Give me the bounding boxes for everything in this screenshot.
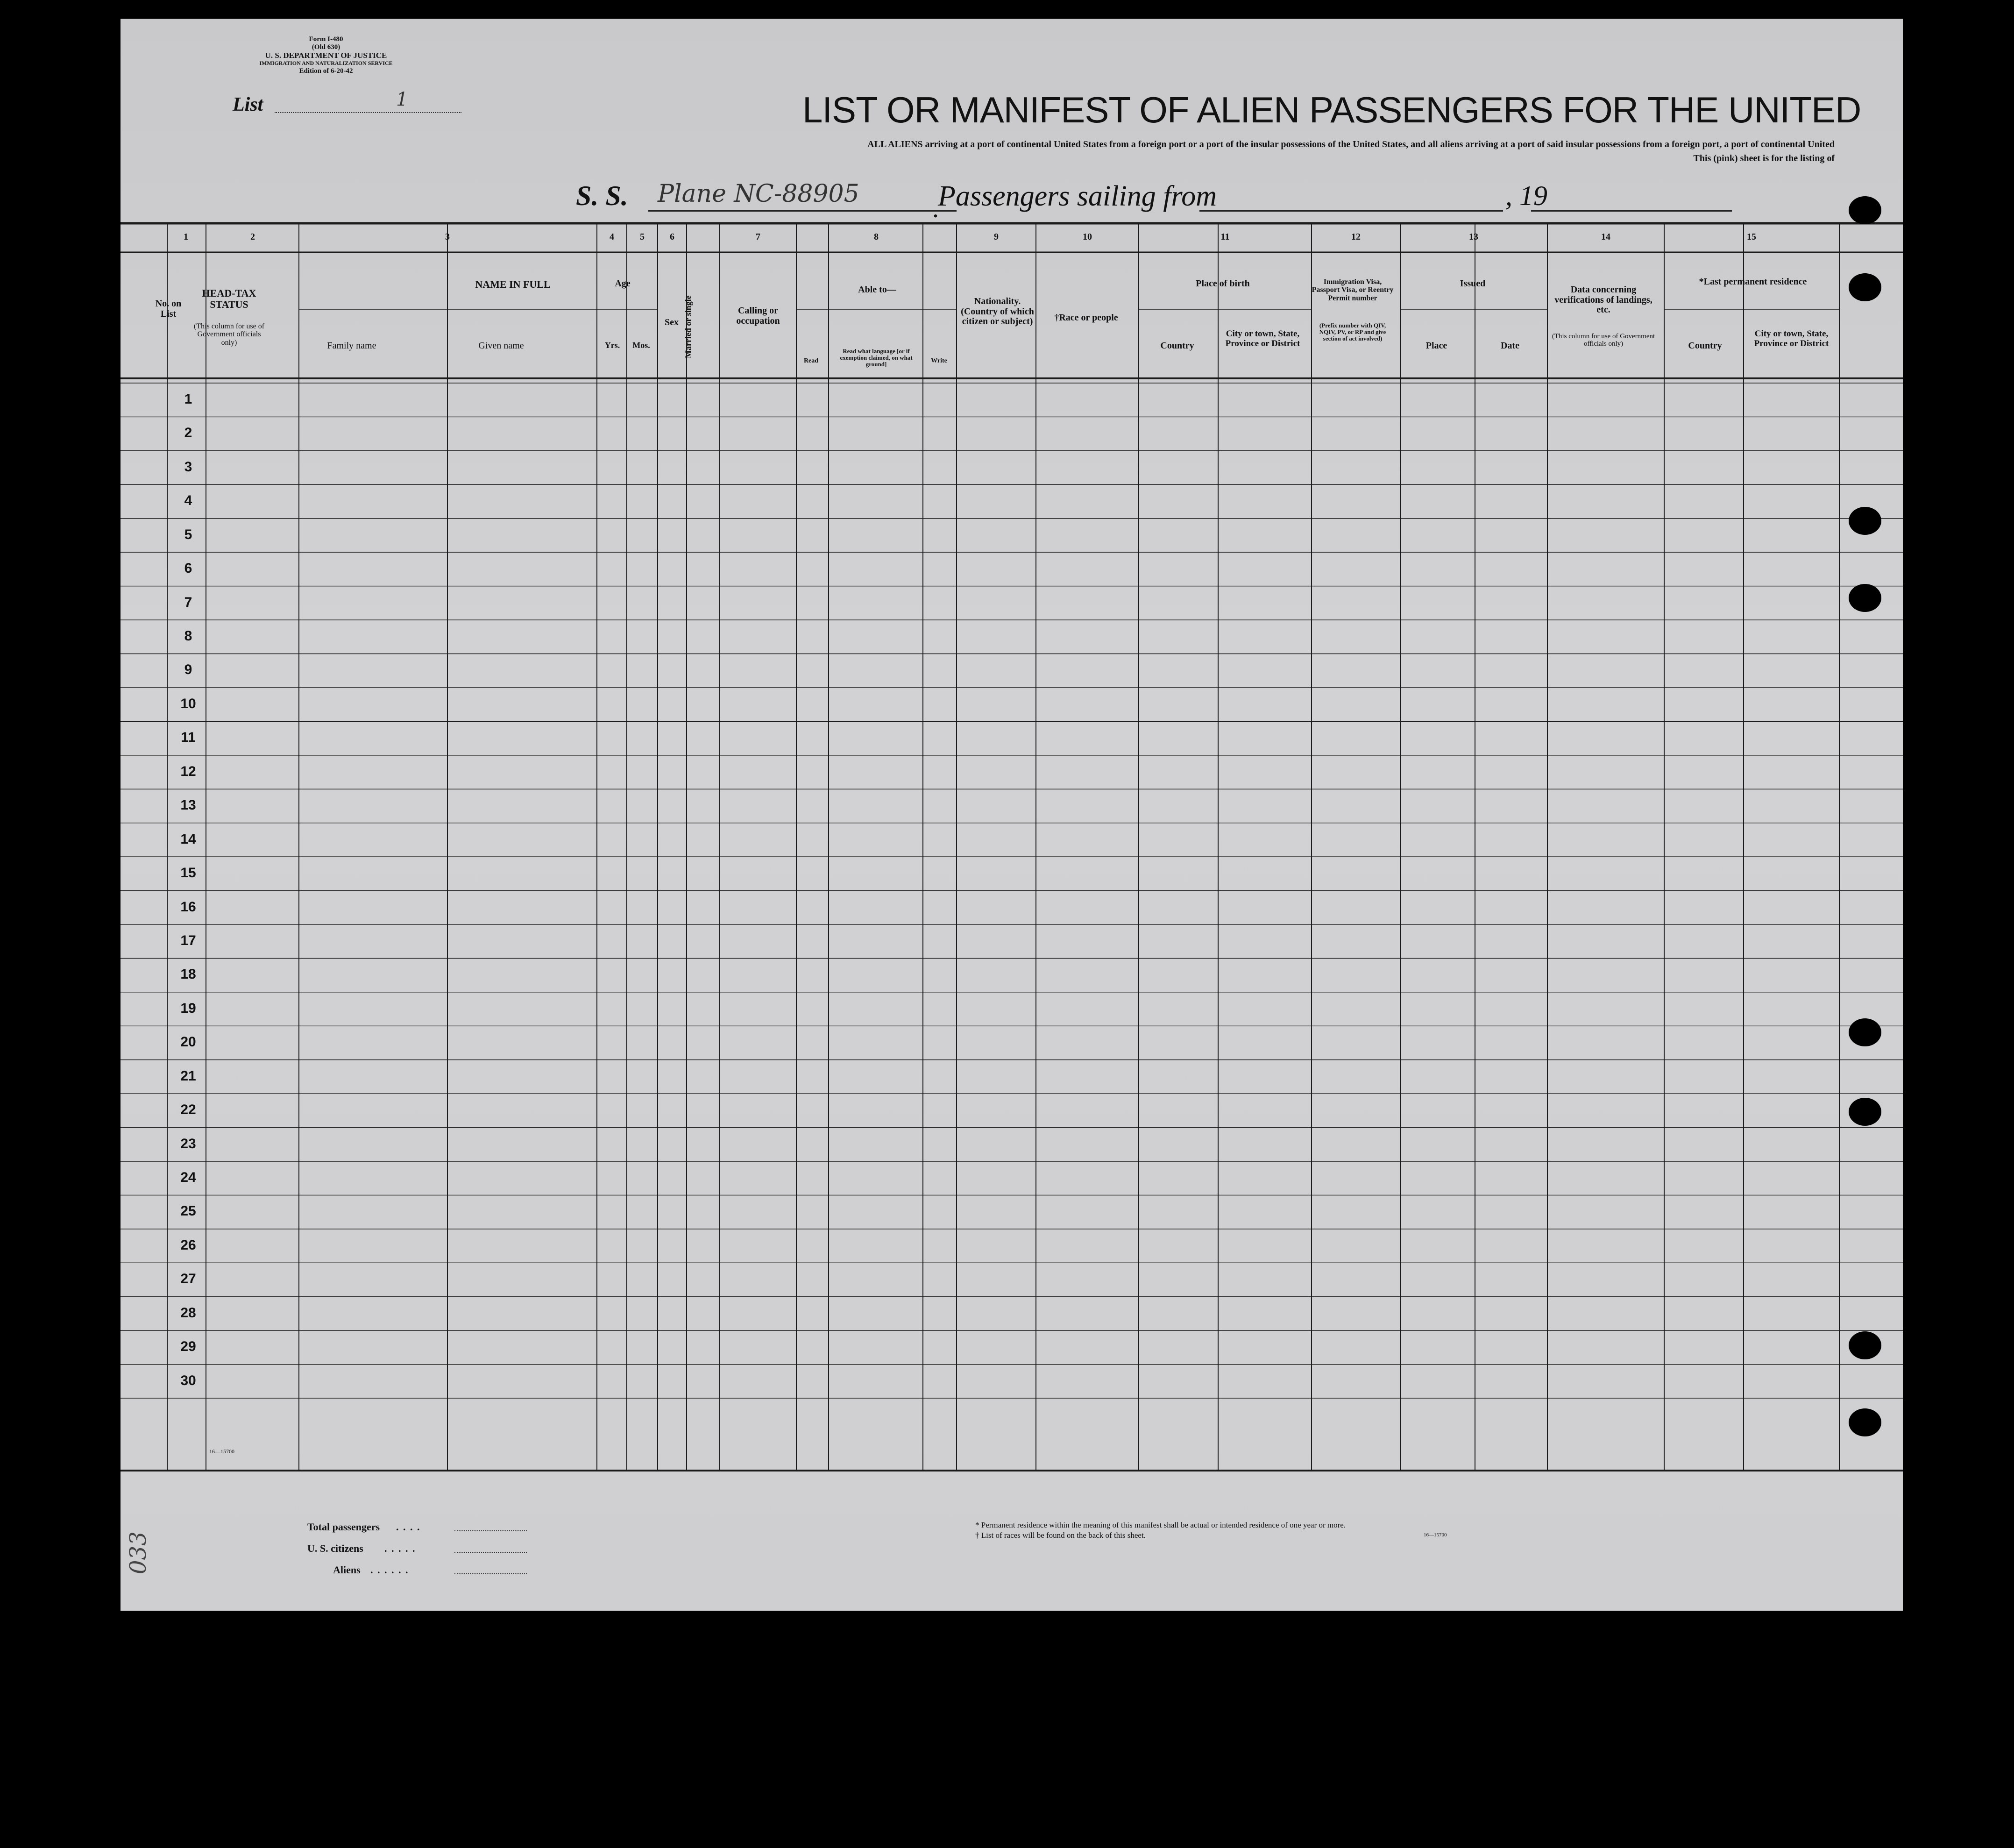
header-visa: Immigration Visa, Passport Visa, or Reentry Permit number [1312,278,1394,302]
header-nationality: Nationality. (Country of which citizen or subject) [961,296,1034,327]
header-age: Age [615,278,631,289]
header-given-name: Given name [478,341,524,351]
row-number-26: 26 [180,1237,196,1253]
row-number-23: 23 [180,1136,196,1151]
column-number-2: 2 [250,232,255,242]
row-number-8: 8 [184,628,192,644]
row-number-15: 15 [180,865,196,881]
total-passengers-label: Total passengers [307,1521,380,1533]
row-number-12: 12 [180,763,196,779]
row-number-10: 10 [180,696,196,711]
manifest-subtitle-2: This (pink) sheet is for the listing of [1693,153,1835,163]
ss-label: S. S. [576,180,628,211]
row-number-30: 30 [180,1372,196,1388]
list-number-value: 1 [396,89,408,110]
header-head-tax: HEAD-TAX STATUS [202,287,256,310]
edition-date: Edition of 6-20-42 [299,67,353,75]
row-number-16: 16 [180,899,196,915]
row-number-9: 9 [184,662,192,678]
punch-hole [1849,1331,1881,1359]
row-number-24: 24 [180,1170,196,1186]
punch-hole [1849,1098,1881,1126]
column-number-12: 12 [1351,232,1361,242]
print-code-right: 16—15700 [1424,1532,1447,1538]
row-number-5: 5 [184,526,192,542]
header-race: †Race or people [1054,313,1118,323]
margin-number: 033 [125,1531,151,1574]
punch-hole [1849,1408,1881,1436]
header-write: Write [931,357,947,364]
punch-hole [1849,196,1881,224]
column-number-7: 7 [756,232,760,242]
row-number-2: 2 [184,425,192,441]
header-last-residence: *Last permanent residence [1699,277,1807,287]
column-number-8: 8 [874,232,879,242]
header-no-on-list: No. on List [155,299,182,319]
list-label: List [233,94,263,115]
column-number-6: 6 [670,232,674,242]
footnote-race-list: † List of races will be found on the back of this sheet. [975,1531,1146,1540]
row-number-18: 18 [180,967,196,982]
row-number-19: 19 [180,1000,196,1016]
form-old-number: (Old 630) [312,43,340,51]
punch-hole [1849,1018,1881,1046]
header-date: Date [1501,341,1519,351]
column-number-11: 11 [1220,232,1230,242]
header-place-of-birth: Place of birth [1196,278,1250,289]
total-passengers-dots: . . . . [396,1521,421,1533]
column-number-5: 5 [640,232,645,242]
punch-hole [1849,584,1881,612]
header-visa-note: (Prefix number with QIV, NQIV, PV, or RP and give section of act involved) [1319,322,1386,342]
us-citizens-line [454,1552,527,1553]
header-family-name: Family name [327,341,376,351]
footnote-permanent-residence: * Permanent residence within the meaning of this manifest shall be actual or intended residence of one year or more. [975,1521,1346,1529]
row-number-11: 11 [181,730,196,746]
header-country: Country [1160,341,1194,351]
punch-hole [1849,507,1881,535]
header-city: City or town, State, Province or District [1225,329,1300,348]
service-name: IMMIGRATION AND NATURALIZATION SERVICE [259,60,393,66]
header-name-in-full: NAME IN FULL [475,278,551,290]
punch-hole [1849,273,1881,301]
row-number-29: 29 [180,1339,196,1355]
print-code-left: 16—15700 [209,1448,234,1455]
form-number: Form I-480 [309,36,343,43]
manifest-title: LIST OR MANIFEST OF ALIEN PASSENGERS FOR THE UNITED [802,89,1861,130]
column-number-1: 1 [184,232,188,242]
header-lr-country: Country [1688,341,1722,351]
manifest-grid [121,19,1903,1611]
header-head-tax-note: (This column for use of Government officials only) [193,322,265,347]
column-number-9: 9 [994,232,999,242]
ss-value: Plane NC-88905 [658,180,859,208]
header-lr-city: City or town, State, Province or District [1754,329,1829,348]
header-yrs: Yrs. [604,341,620,350]
column-number-10: 10 [1083,232,1092,242]
row-number-3: 3 [184,459,192,475]
header-sex: Sex [665,317,679,327]
row-number-4: 4 [184,493,192,509]
header-mos: Mos. [632,341,650,350]
row-number-27: 27 [180,1271,196,1287]
header-read: Read [803,357,819,364]
total-passengers-line [454,1530,527,1531]
row-number-6: 6 [184,561,192,576]
ss-period: . [933,200,938,221]
aliens-label: Aliens [333,1564,361,1576]
column-number-15: 15 [1747,232,1756,242]
row-number-22: 22 [180,1102,196,1118]
header-place: Place [1425,341,1447,351]
row-number-14: 14 [180,831,196,847]
sailing-from-label: Passengers sailing from [938,180,1217,212]
us-citizens-label: U. S. citizens [307,1542,363,1554]
header-married: Married or single [683,295,693,359]
row-number-20: 20 [180,1034,196,1050]
header-verification-note: (This column for use of Government officials only) [1552,333,1655,348]
column-number-13: 13 [1469,232,1478,242]
department-name: U. S. DEPARTMENT OF JUSTICE [265,51,387,60]
row-number-13: 13 [180,797,196,813]
year-label: , 19 [1505,180,1547,211]
row-number-28: 28 [180,1305,196,1321]
aliens-line [454,1573,527,1574]
header-able-to: Able to— [858,284,896,295]
manifest-subtitle: ALL ALIENS arriving at a port of continental United States from a foreign port or a port of the insular possessions of the United States, and all aliens arriving at a port of said insular possessions from a foreign port, a port of continental United [867,139,1835,149]
row-number-7: 7 [184,594,192,610]
header-calling: Calling or occupation [736,306,780,326]
row-number-17: 17 [180,932,196,948]
column-number-14: 14 [1601,232,1610,242]
row-number-25: 25 [180,1203,196,1219]
row-number-21: 21 [180,1068,196,1084]
aliens-dots: . . . . . . [370,1564,409,1576]
us-citizens-dots: . . . . . [384,1542,416,1554]
manifest-sheet [121,19,1903,1611]
column-number-4: 4 [610,232,614,242]
header-issued: Issued [1460,278,1486,289]
header-verification: Data concerning verifications of landings, etc. [1554,284,1652,315]
header-read-language: Read what language [or if exemption claimed, on what ground] [840,348,913,368]
row-number-1: 1 [184,391,192,407]
column-number-3: 3 [445,232,450,242]
